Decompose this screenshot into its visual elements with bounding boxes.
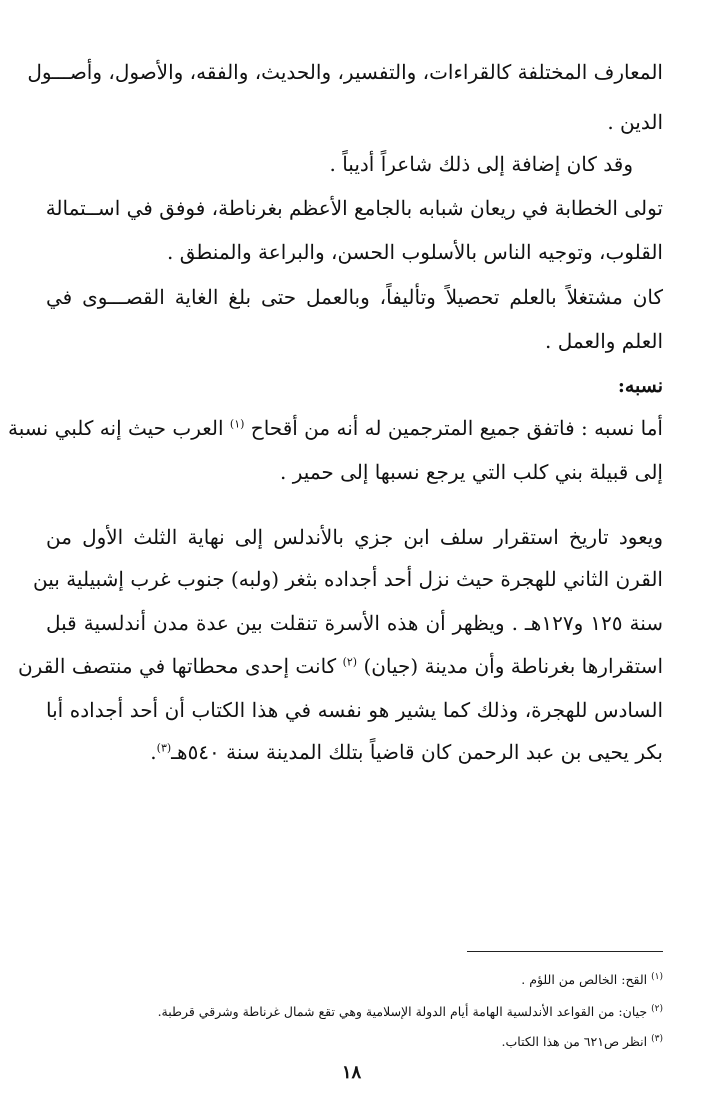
text-line: وقد كان إضافة إلى ذلك شاعراً أديباً .: [329, 152, 633, 176]
footnote-ref-1: (١): [229, 417, 245, 431]
text-line: القرن الثاني للهجرة حيث نزل أحد أجداده بثغر (ولبه) جنوب غرب إشبيلية بين: [33, 567, 663, 591]
footnote-mark: (١): [651, 972, 663, 982]
footnote-text: القح: الخالص من اللؤم .: [521, 972, 648, 988]
text-line: السادس للهجرة، وذلك كما يشير هو نفسه في هذا الكتاب أن أحد أجداده أبا: [46, 698, 663, 722]
text-segment: العرب حيث إنه كلبي نسبة: [8, 416, 224, 440]
footnote-text: انظر ص٦٢١ من هذا الكتاب.: [501, 1034, 648, 1050]
text-line: ويعود تاريخ استقرار سلف ابن جزي بالأندلس إلى نهاية الثلث الأول من: [46, 525, 663, 549]
footnote-mark: (٢): [651, 1004, 663, 1014]
footnote-text: جيان: من القواعد الأندلسية الهامة أيام الدولة الإسلامية وهي تقع شمال غرناطة وشرقي قرطبة.: [157, 1004, 648, 1020]
text-line: [150, 738, 663, 766]
footnote: [502, 1030, 663, 1051]
text-line: كان مشتغلاً بالعلم تحصيلاً وتأليفاً، وبالعمل حتى بلغ الغاية القصـــوى في: [46, 285, 663, 309]
footnote: [158, 1000, 663, 1021]
text-line: [8, 414, 663, 442]
text-segment: .: [150, 740, 157, 764]
footnote-ref-3: (٣): [156, 741, 172, 755]
text-line: تولى الخطابة في ريعان شبابه بالجامع الأعظم بغرناطة، فوفق في اســتمالة: [45, 196, 663, 220]
text-line: المعارف المختلفة كالقراءات، والتفسير، والحديث، والفقه، والأصول، وأصـــول: [27, 60, 663, 84]
text-segment: كانت إحدى محطاتها في منتصف القرن: [17, 654, 337, 678]
text-line: سنة ١٢٥ و١٢٧هـ . ويظهر أن هذه الأسرة تنقلت بين عدة مدن أندلسية قبل: [46, 611, 664, 635]
section-heading: نسبه:: [617, 375, 663, 397]
footnote: [521, 968, 663, 989]
text-line: إلى قبيلة بني كلب التي يرجع نسبها إلى حمير .: [280, 460, 663, 484]
text-line: الدين .: [607, 110, 663, 134]
text-segment: بكر يحيى بن عبد الرحمن كان قاضياً بتلك المدينة سنة ٥٤٠هـ: [171, 740, 663, 764]
footnote-ref-2: (٢): [342, 655, 358, 669]
footnote-separator: [467, 951, 663, 952]
text-segment: أما نسبه : فاتفق جميع المترجمين له أنه من أقحاح: [250, 416, 663, 440]
footnote-mark: (٣): [651, 1034, 663, 1044]
text-segment: استقرارها بغرناطة وأن مدينة (جيان): [363, 654, 663, 678]
text-line: القلوب، وتوجيه الناس بالأسلوب الحسن، والبراعة والمنطق .: [166, 240, 663, 264]
text-line: العلم والعمل .: [545, 329, 663, 353]
page-number: ١٨: [341, 1062, 362, 1083]
text-line: [17, 652, 663, 680]
